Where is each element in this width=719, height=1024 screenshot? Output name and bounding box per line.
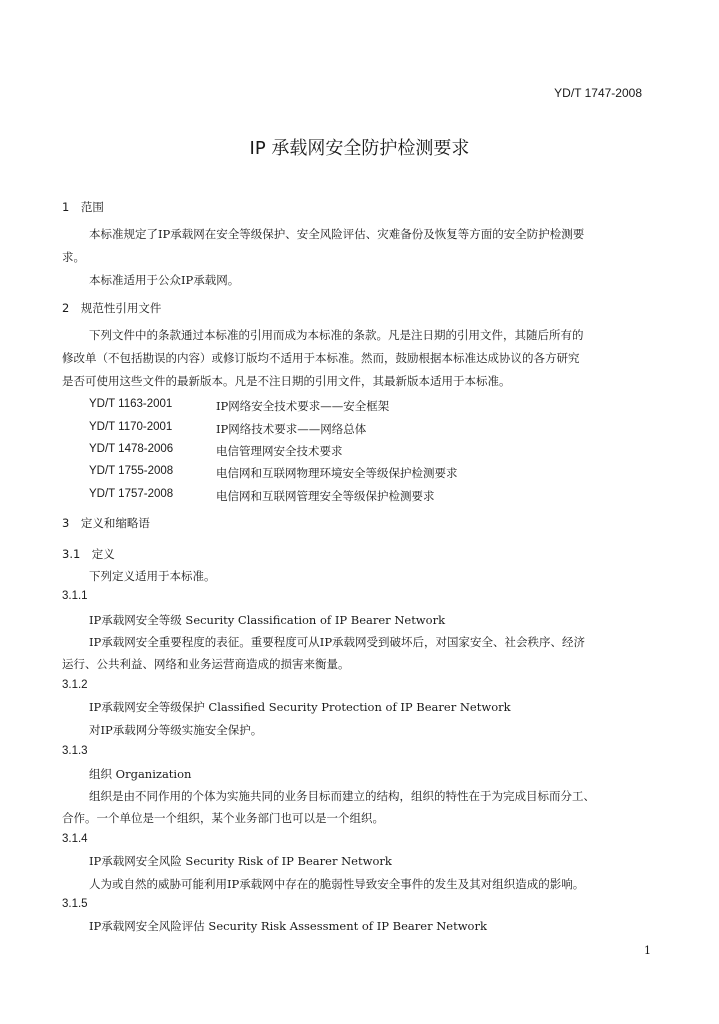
reference-title: IP网络安全技术要求——安全框架 [216,399,390,413]
section-1-para-1-line-2: 求。 [62,250,85,264]
reference-code: YD/T 1163-2001 [89,398,173,410]
term-number: 3.1.2 [62,679,88,691]
section-3-1-intro: 下列定义适用于本标准。 [89,569,216,583]
section-3-heading: 3 定义和缩略语 [62,516,150,530]
reference-code: YD/T 1755-2008 [89,465,174,477]
term-number: 3.1.4 [62,833,88,845]
term-heading: IP承载网安全等级 Security Classification of IP Bearer Network [89,613,446,627]
section-3-1-heading: 3.1 定义 [62,547,115,561]
reference-title: 电信管理网安全技术要求 [216,444,343,458]
term-definition-line-1: 组织是由不同作用的个体为实施共同的业务目标而建立的结构，组织的特性在于为完成目标而分工、 [89,789,595,803]
term-heading: IP承载网安全风险 Security Risk of IP Bearer Network [89,854,392,868]
term-number: 3.1.3 [62,745,88,757]
term-heading: IP承载网安全风险评估 Security Risk Assessment of IP Bearer Network [89,919,487,933]
page-title: IP 承载网安全防护检测要求 [249,138,470,159]
section-2-heading: 2 规范性引用文件 [62,301,162,315]
reference-code: YD/T 1170-2001 [89,421,173,433]
term-definition-line-1: IP承载网安全重要程度的表征。重要程度可从IP承载网受到破坏后，对国家安全、社会秩序、经济 [89,635,586,649]
section-2-para-line-3: 是否可使用这些文件的最新版本。凡是不注日期的引用文件，其最新版本适用于本标准。 [62,374,511,388]
page-number: 1 [644,944,651,957]
section-1-heading: 1 范围 [62,200,104,214]
term-heading: IP承载网安全等级保护 Classified Security Protection of IP Bearer Network [89,700,511,714]
term-number: 3.1.5 [62,898,88,910]
term-definition-line-1: 人为或自然的威胁可能利用IP承载网中存在的脆弱性导致安全事件的发生及其对组织造成的影响。 [89,877,585,891]
term-definition-line-2: 合作。一个单位是一个组织，某个业务部门也可以是一个组织。 [62,811,384,825]
term-heading: 组织 Organization [89,767,192,781]
standard-code: YD/T 1747-2008 [554,86,642,100]
reference-code: YD/T 1757-2008 [89,488,174,500]
reference-title: IP网络技术要求——网络总体 [216,422,367,436]
term-number: 3.1.1 [62,590,88,602]
term-definition-line-2: 运行、公共利益、网络和业务运营商造成的损害来衡量。 [62,657,350,671]
section-1-para-2: 本标准适用于公众IP承载网。 [89,273,240,287]
section-1-para-1-line-1: 本标准规定了IP承载网在安全等级保护、安全风险评估、灾难备份及恢复等方面的安全防护检测要 [89,227,585,241]
reference-title: 电信网和互联网管理安全等级保护检测要求 [216,489,435,503]
term-definition-line-1: 对IP承载网分等级实施安全保护。 [89,723,263,737]
reference-code: YD/T 1478-2006 [89,443,174,455]
section-2-para-line-1: 下列文件中的条款通过本标准的引用而成为本标准的条款。凡是注日期的引用文件，其随后所有的 [89,328,584,342]
section-2-para-line-2: 修改单（不包括勘误的内容）或修订版均不适用于本标准。然而，鼓励根据本标准达成协议的各方研究 [62,351,580,365]
reference-title: 电信网和互联网物理环境安全等级保护检测要求 [216,466,458,480]
